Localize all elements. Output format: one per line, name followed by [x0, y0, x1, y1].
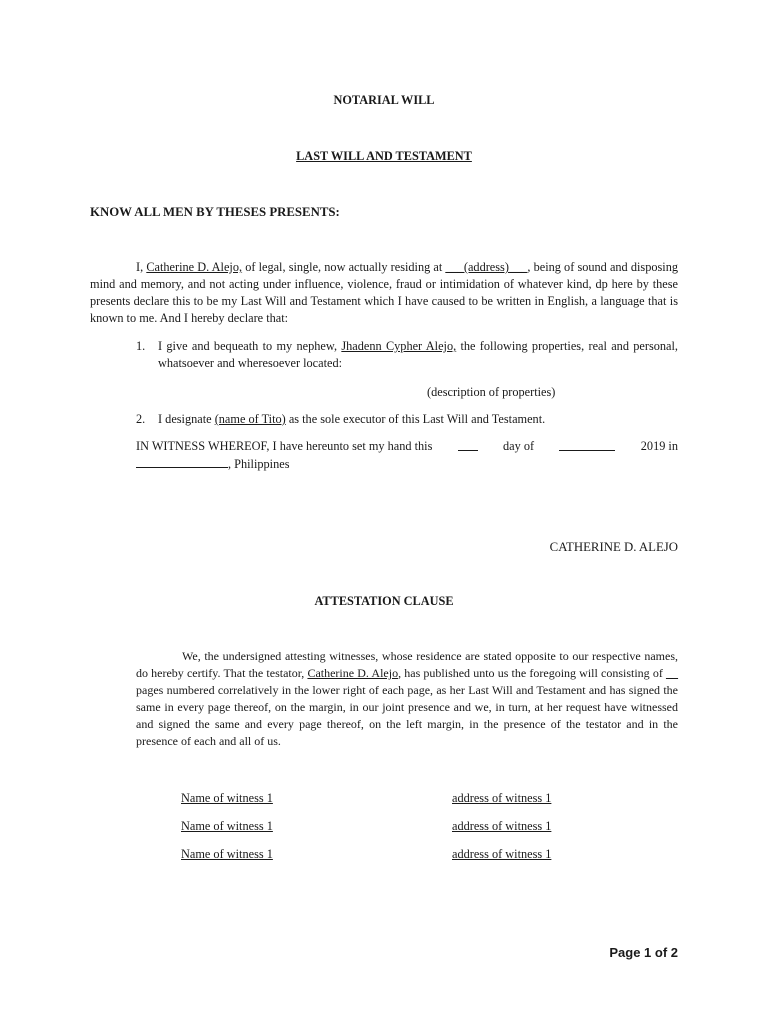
item-1-text: I give and bequeath to my nephew, Jhadenn Cypher Alejo, the following properties, real and personal, whatsoever and wheresoever located: — [158, 339, 678, 370]
testator-signature-name: CATHERINE D. ALEJO — [549, 540, 678, 554]
document-title: NOTARIAL WILL — [333, 93, 435, 107]
item-2-text: I designate (name of Tito) as the sole executor of this Last Will and Testament. — [158, 412, 546, 426]
witness-3-address: address of witness 1 — [452, 847, 552, 861]
property-description: (description of properties) — [427, 385, 556, 399]
witness-1-address: address of witness 1 — [452, 791, 552, 805]
pages-blank: __ — [666, 666, 679, 680]
witness-2-address: address of witness 1 — [452, 819, 552, 833]
attestation-heading: ATTESTATION CLAUSE — [314, 594, 454, 608]
nephew-name: Jhadenn Cypher Alejo, — [341, 339, 457, 353]
witness-1-name: Name of witness 1 — [181, 791, 273, 805]
document-subtitle: LAST WILL AND TESTAMENT — [296, 149, 472, 163]
attestation-paragraph: We, the undersigned attesting witnesses, whose residence are stated opposite to our respective names, do hereby certify. That the testator, Catherine D. Alejo, has published unto us the foregoing will consisting of __ pages numbered correlatively in the lower right of each page, as her Last Will and Testament and has signed the same in every page thereof, on the margin, in our joint presence and we, in turn, at her request have witnessed and signed the same and every page thereof, on the left margin, in the presence of the testator and in the presence of each and all of us. — [136, 649, 679, 748]
item-1-number: 1. — [136, 339, 146, 353]
intro-paragraph: I, Catherine D. Alejo, of legal, single, now actually residing at ___(address)___, being of sound and disposing mind and memory, and not acting under influence, violence, fraud or intimidation of whatever kind, dp here by these presents declare this to be my Last Will and Testament which I have caused to be written in English, a language that is known to me. And I hereby declare that: — [90, 260, 678, 325]
testator-name: Catherine D. Alejo, — [146, 260, 243, 274]
address-blank: ___(address)___ — [445, 260, 528, 274]
attestation-testator: Catherine D. Alejo — [307, 666, 399, 680]
day-blank — [458, 438, 478, 451]
opening-line: KNOW ALL MEN BY THESES PRESENTS: — [90, 205, 340, 219]
witness-2-name: Name of witness 1 — [181, 819, 273, 833]
witness-3-name: Name of witness 1 — [181, 847, 273, 861]
month-blank — [559, 438, 615, 451]
executor-name: (name of Tito) — [214, 412, 286, 426]
witness-whereof-line: IN WITNESS WHEREOF, I have hereunto set my hand this day of 2019 in , Philippines — [136, 439, 678, 471]
page-number: Page 1 of 2 — [609, 945, 678, 960]
place-blank — [136, 455, 228, 468]
item-2-number: 2. — [136, 412, 146, 426]
